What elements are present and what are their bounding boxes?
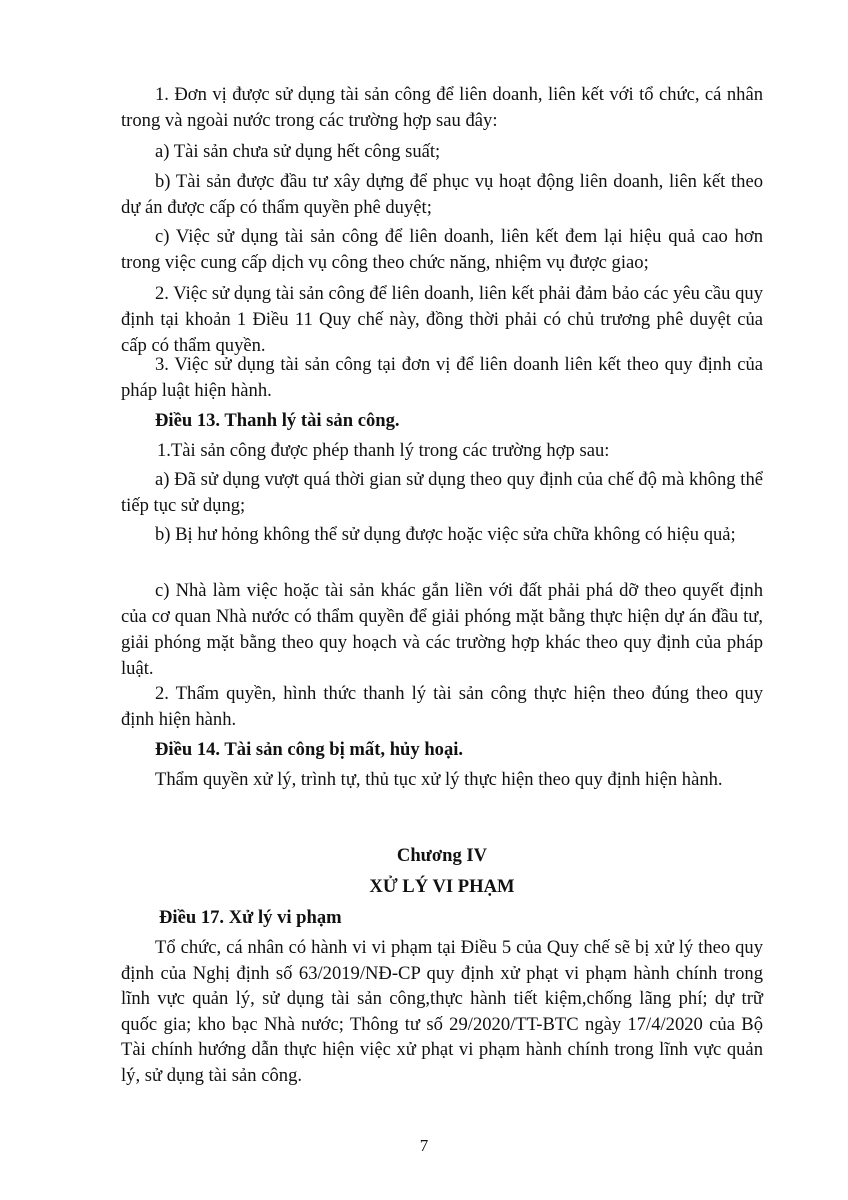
article-14-heading: Điều 14. Tài sản công bị mất, hủy hoại. <box>155 739 464 760</box>
chapter-number: Chương IV <box>396 845 488 866</box>
paragraph-1b: b) Tài sản được đầu tư xây dựng để phục vụ hoạt động liên doanh, liên kết theo dự án được cấp có thẩm quyền phê duyệt; <box>121 171 763 218</box>
article-13-clause-2: 2. Thẩm quyền, hình thức thanh lý tài sản công thực hiện theo đúng theo quy định hiện hành. <box>121 683 763 730</box>
article-13-clause-1c: c) Nhà làm việc hoặc tài sản khác gắn liền với đất phải phá dỡ theo quyết định của cơ quan Nhà nước có thẩm quyền để giải phóng mặt bằng thực hiện dự án đầu tư, giải phóng mặt bằng theo quy hoạch và các trường hợp khác theo quy định của pháp luật. <box>121 580 763 679</box>
chapter-title: XỬ LÝ VI PHẠM <box>369 876 515 897</box>
page-number: 7 <box>419 1136 429 1155</box>
article-14-text: Thẩm quyền xử lý, trình tự, thủ tục xử lý thực hiện theo quy định hiện hành. <box>155 769 723 790</box>
paragraph-2: 2. Việc sử dụng tài sản công để liên doanh, liên kết phải đảm bảo các yêu cầu quy định tại khoản 1 Điều 11 Quy chế này, đồng thời phải có chủ trương phê duyệt của cấp có thẩm quyền. <box>121 283 763 356</box>
article-13-clause-1b: b) Bị hư hỏng không thể sử dụng được hoặc việc sửa chữa không có hiệu quả; <box>155 524 736 545</box>
article-17-text: Tổ chức, cá nhân có hành vi vi phạm tại Điều 5 của Quy chế sẽ bị xử lý theo quy định của Nghị định số 63/2019/NĐ-CP quy định xử phạt vi phạm hành chính trong lĩnh vực quản lý, sử dụng tài sản công,thực hành tiết kiệm,chống lãng phí; dự trữ quốc gia; kho bạc Nhà nước; Thông tư số 29/2020/TT-BTC ngày 17/4/2020 của Bộ Tài chính hướng dẫn thực hiện việc xử phạt vi phạm hành chính trong lĩnh vực quản lý, sử dụng tài sản công. <box>121 937 763 1086</box>
paragraph-1c: c) Việc sử dụng tài sản công để liên doanh, liên kết đem lại hiệu quả cao hơn trong việc cung cấp dịch vụ công theo chức năng, nhiệm vụ được giao; <box>121 226 763 273</box>
article-17-heading: Điều 17. Xử lý vi phạm <box>159 907 342 928</box>
paragraph-1: 1. Đơn vị được sử dụng tài sản công để liên doanh, liên kết với tổ chức, cá nhân trong và ngoài nước trong các trường hợp sau đây: <box>121 84 763 131</box>
article-13-clause-1a: a) Đã sử dụng vượt quá thời gian sử dụng theo quy định của chế độ mà không thể tiếp tục sử dụng; <box>121 469 763 516</box>
paragraph-3: 3. Việc sử dụng tài sản công tại đơn vị để liên doanh liên kết theo quy định của pháp luật hiện hành. <box>121 354 763 401</box>
article-13-heading: Điều 13. Thanh lý tài sản công. <box>155 410 400 431</box>
paragraph-1a: a) Tài sản chưa sử dụng hết công suất; <box>155 141 441 162</box>
article-13-clause-1: 1.Tài sản công được phép thanh lý trong các trường hợp sau: <box>157 440 610 461</box>
